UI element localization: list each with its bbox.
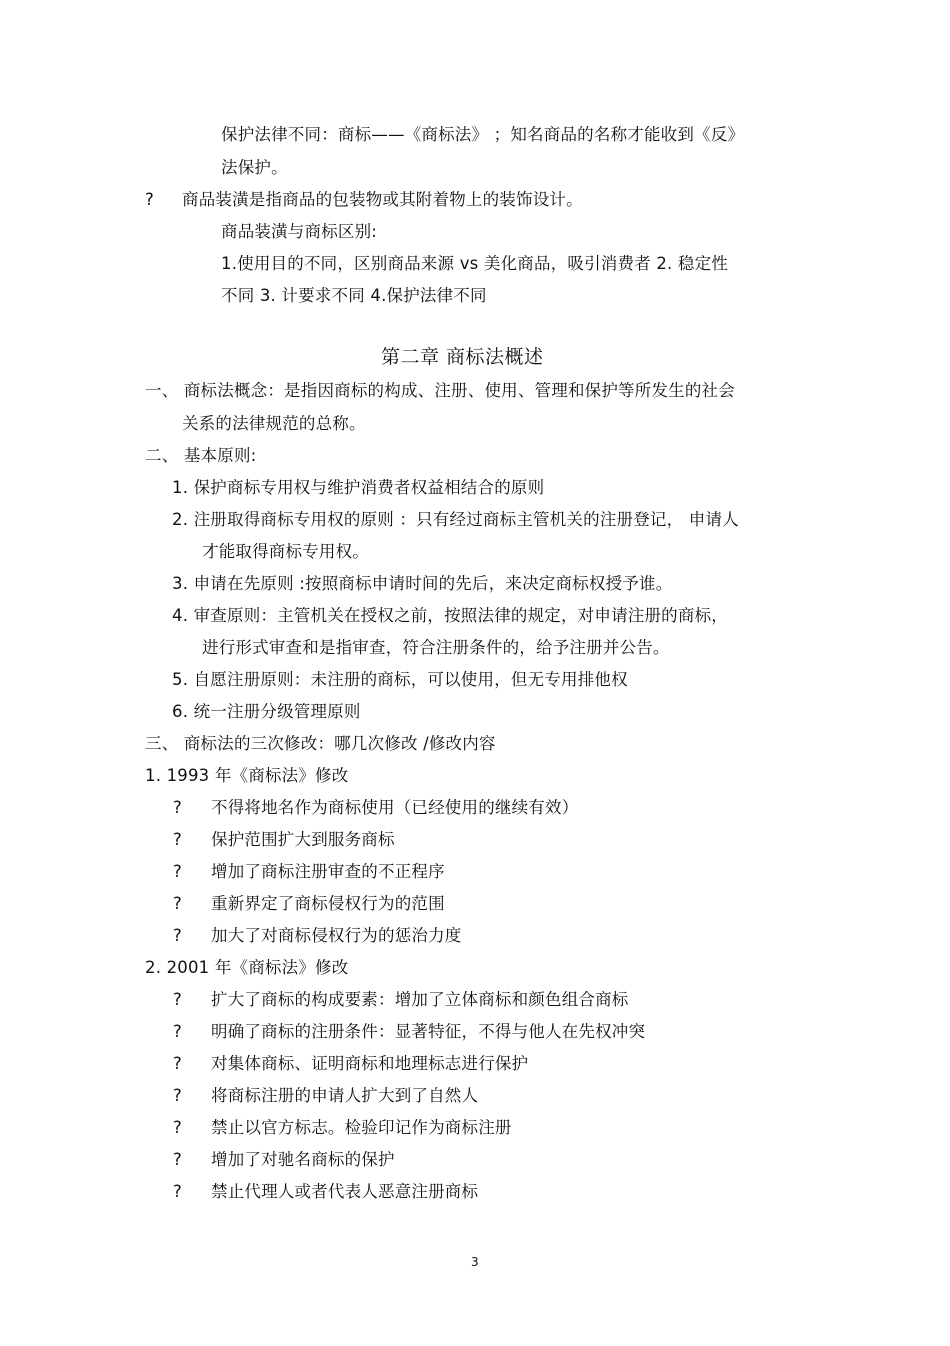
principle-6: 6. 统一注册分级管理原则 [172,702,361,721]
principle-5: 5. 自愿注册原则：未注册的商标，可以使用，但无专用排他权 [172,670,628,689]
chapter-title: 第二章 商标法概述 [381,346,544,368]
section-2-title: 二、 基本原则: [145,446,257,465]
bullet-marker: ? [173,1022,182,1041]
bullet-marker: ? [173,798,182,817]
section-3-title: 三、 商标法的三次修改：哪几次修改 /修改内容 [145,734,496,753]
bullet-marker: ? [173,990,182,1009]
principle-4-line-2: 进行形式审查和是指审查，符合注册条件的，给予注册并公告。 [202,638,670,657]
revision-2001-item: 增加了对驰名商标的保护 [211,1150,395,1169]
revision-2001-item: 对集体商标、证明商标和地理标志进行保护 [211,1054,529,1073]
bullet-marker: ? [173,830,182,849]
bullet-marker: ? [173,862,182,881]
revision-2001-item: 扩大了商标的构成要素：增加了立体商标和颜色组合商标 [211,990,629,1009]
revision-2001-item: 禁止代理人或者代表人恶意注册商标 [211,1182,479,1201]
bullet-marker: ? [145,190,154,209]
difference-title: 商品装潢与商标区别: [221,222,378,241]
principle-3: 3. 申请在先原则 :按照商标申请时间的先后，来决定商标权授予谁。 [172,574,673,593]
bullet-marker: ? [173,1118,182,1137]
bullet-marker: ? [173,1182,182,1201]
section-1-line-2: 关系的法律规范的总称。 [182,414,366,433]
bullet-marker: ? [173,1086,182,1105]
revision-1993-item: 增加了商标注册审查的不正程序 [211,862,445,881]
revision-1993-item: 保护范围扩大到服务商标 [211,830,395,849]
revision-2001-title: 2. 2001 年《商标法》修改 [145,958,349,977]
difference-line-2: 不同 3. 计要求不同 4.保护法律不同 [221,286,487,305]
revision-2001-item: 禁止以官方标志。检验印记作为商标注册 [211,1118,512,1137]
principle-1: 1. 保护商标专用权与维护消费者权益相结合的原则 [172,478,545,497]
principle-4-line-1: 4. 审查原则：主管机关在授权之前，按照法律的规定，对申请注册的商标， [172,606,728,625]
principle-2-line-1: 2. 注册取得商标专用权的原则 ：只有经过商标主管机关的注册登记， 申请人 [172,510,739,529]
intro-line-1: 保护法律不同：商标——《商标法》 ；知名商品的名称才能收到《反》 [221,125,745,144]
bullet-marker: ? [173,1150,182,1169]
revision-1993-item: 重新界定了商标侵权行为的范围 [211,894,445,913]
revision-1993-title: 1. 1993 年《商标法》修改 [145,766,349,785]
bullet-marker: ? [173,926,182,945]
bullet-marker: ? [173,894,182,913]
revision-2001-item: 明确了商标的注册条件：显著特征，不得与他人在先权冲突 [211,1022,646,1041]
page-number: 3 [471,1255,479,1269]
revision-1993-item: 加大了对商标侵权行为的惩治力度 [211,926,462,945]
difference-line-1: 1.使用目的不同，区别商品来源 vs 美化商品，吸引消费者 2. 稳定性 [221,254,729,273]
section-1-line-1: 一、 商标法概念：是指因商标的构成、注册、使用、管理和保护等所发生的社会 [145,381,735,400]
bullet-marker: ? [173,1054,182,1073]
intro-line-2: 法保护。 [221,158,288,177]
revision-1993-item: 不得将地名作为商标使用（已经使用的继续有效） [211,798,579,817]
principle-2-line-2: 才能取得商标专用权。 [202,542,369,561]
revision-2001-item: 将商标注册的申请人扩大到了自然人 [211,1086,479,1105]
packaging-definition: 商品装潢是指商品的包装物或其附着物上的装饰设计。 [182,190,583,209]
